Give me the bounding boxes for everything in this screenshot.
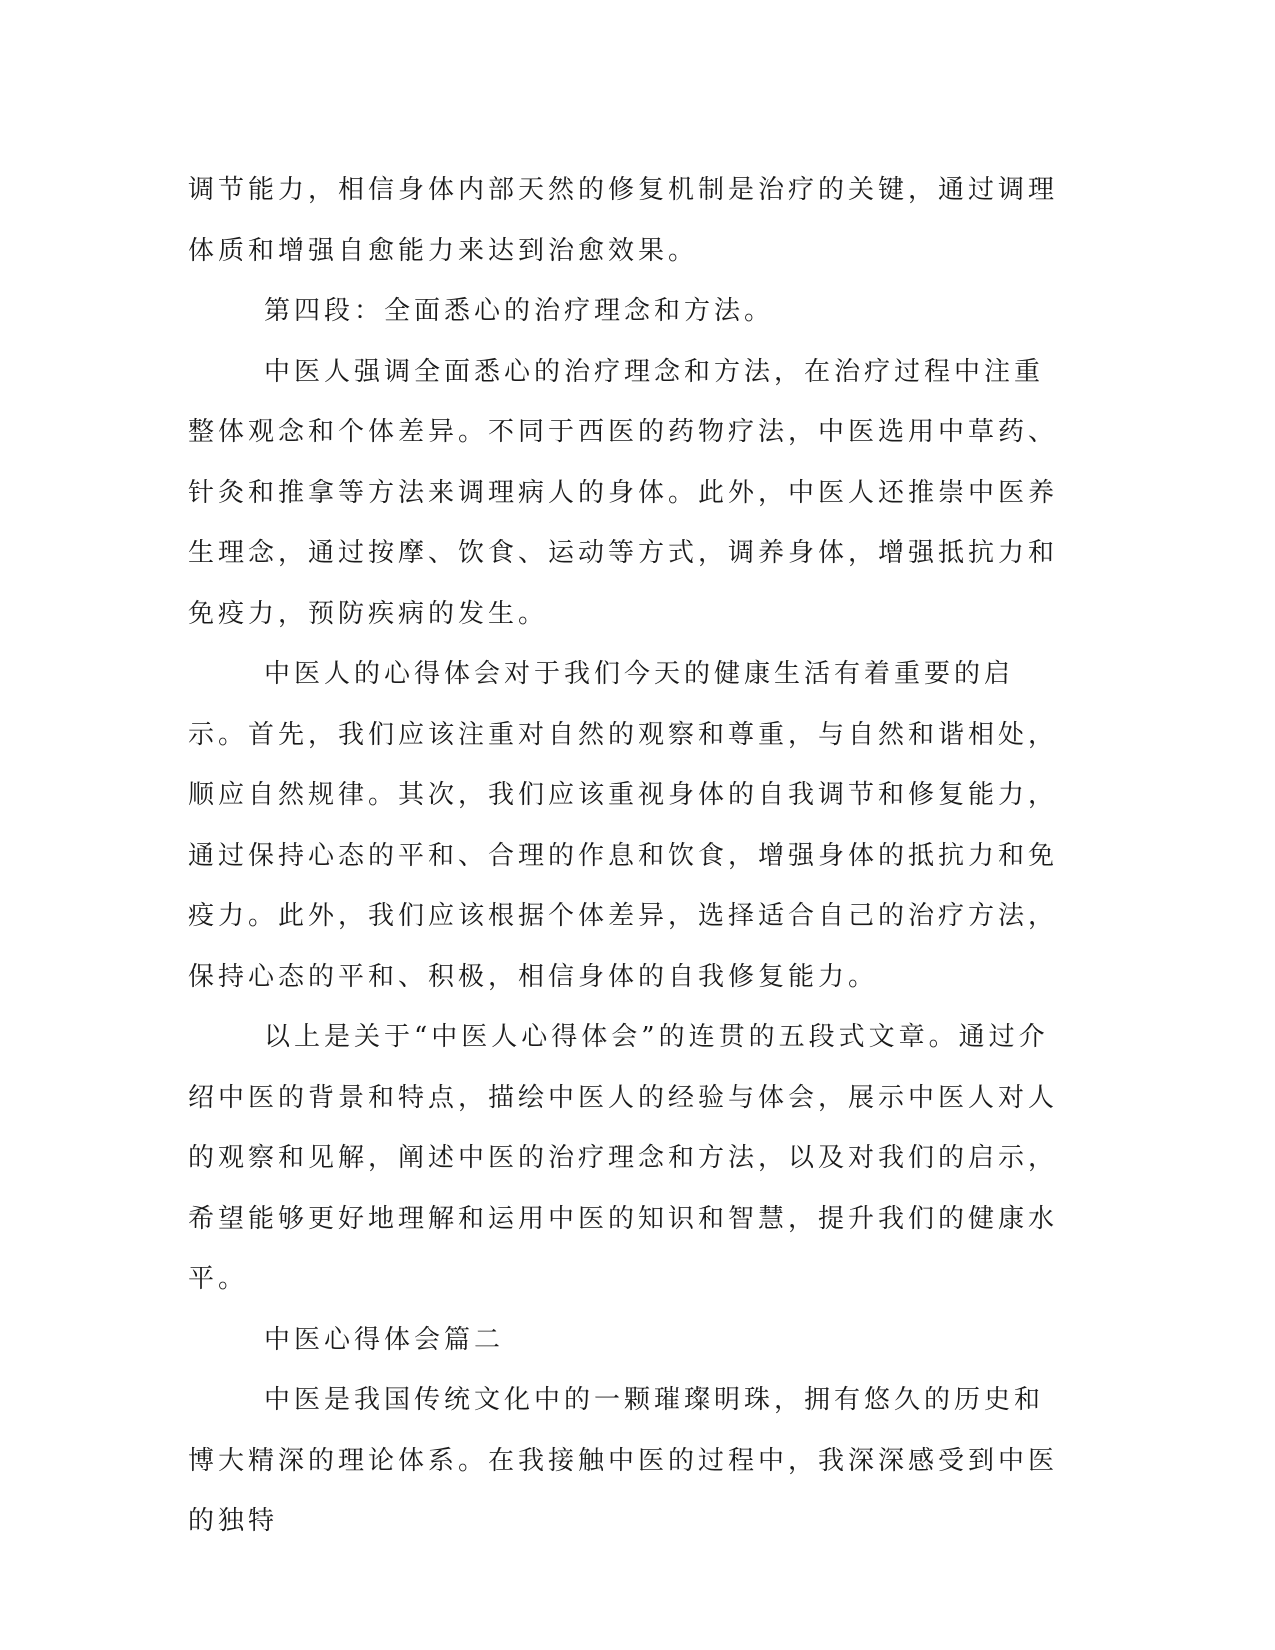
section-heading-4: 第四段：全面悉心的治疗理念和方法。 — [264, 296, 775, 326]
paragraph-summary: 以上是关于“中医人心得体会”的连贯的五段式文章。通过介绍中医的背景和特点，描绘中医人的经验与体会，展示中医人对人的观察和见解，阐述中医的治疗理念和方法，以及对我们的启示，希望能够更好地理解和运用中医的知识和智慧，提升我们的健康水平。 — [188, 1022, 1059, 1294]
paragraph-continued: 调节能力，相信身体内部天然的修复机制是治疗的关键，通过调理体质和增强自愈能力来达到治愈效果。 — [188, 175, 1059, 266]
document-body — [188, 160, 1068, 1552]
paragraph-section-4: 中医人强调全面悉心的治疗理念和方法，在治疗过程中注重整体观念和个体差异。不同于西医的药物疗法，中医选用中草药、针灸和推拿等方法来调理病人的身体。此外，中医人还推崇中医养生理念，通过按摩、饮食、运动等方式，调养身体，增强抵抗力和免疫力，预防疾病的发生。 — [188, 356, 1059, 629]
paragraph-part-2-intro: 中医是我国传统文化中的一颗璀璨明珠，拥有悠久的历史和博大精深的理论体系。在我接触中医的过程中，我深深感受到中医的独特 — [188, 1385, 1059, 1536]
paragraph-insights: 中医人的心得体会对于我们今天的健康生活有着重要的启示。首先，我们应该注重对自然的观察和尊重，与自然和谐相处，顺应自然规律。其次，我们应该重视身体的自我调节和修复能力，通过保持心态的平和、合理的作息和饮食，增强身体的抵抗力和免疫力。此外，我们应该根据个体差异，选择适合自己的治疗方法，保持心态的平和、积极，相信身体的自我修复能力。 — [188, 659, 1059, 992]
article-title-part-2: 中医心得体会篇二 — [264, 1324, 505, 1355]
